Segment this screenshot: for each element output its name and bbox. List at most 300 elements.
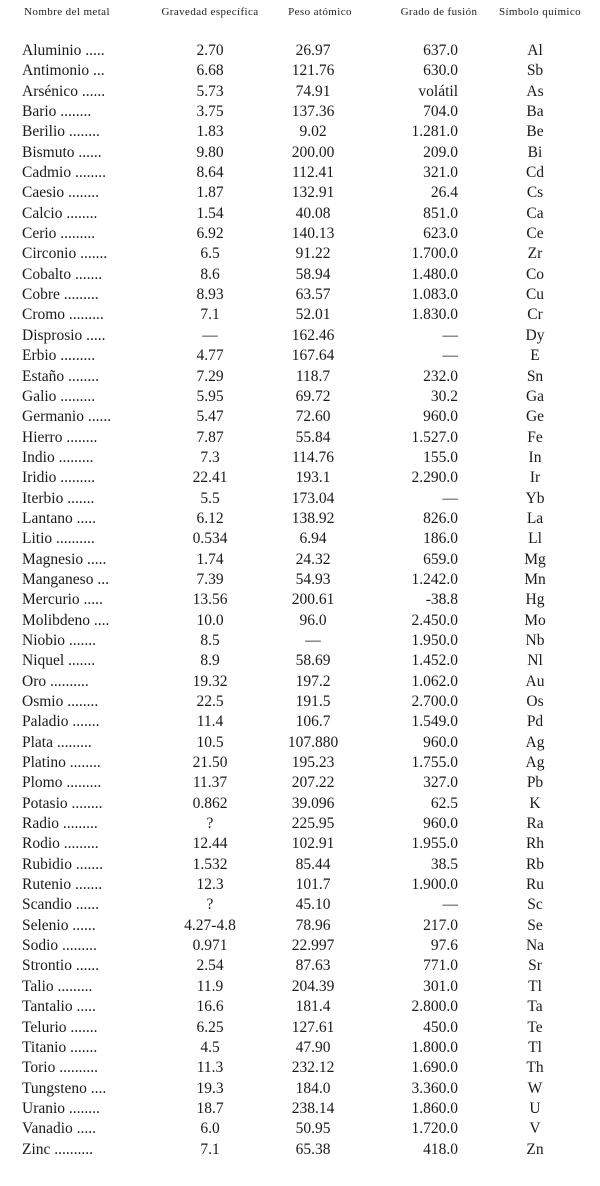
specific-gravity-cell: 5.73 — [196, 82, 224, 100]
specific-gravity-cell: 2.70 — [196, 42, 224, 59]
specific-gravity-cell: 12.3 — [196, 876, 224, 894]
melting-point-cell: 1.242.0 — [411, 570, 458, 588]
melting-point-cell: volátil — [418, 82, 458, 100]
chemical-symbol-cell: Ra — [526, 815, 544, 833]
metal-name-cell: Radio ......... — [22, 815, 98, 833]
atomic-weight-cell: 69.72 — [295, 387, 331, 405]
melting-point-cell: 1.549.0 — [411, 713, 458, 731]
specific-gravity-cell: 7.1 — [200, 1140, 220, 1158]
chemical-symbol-cell: Sn — [526, 367, 544, 385]
specific-gravity-cell: 7.29 — [196, 367, 224, 385]
metal-name-cell: Magnesio ..... — [22, 550, 107, 568]
header-atomic-weight: Peso atómico — [288, 6, 352, 18]
atomic-weight-cell: 22.997 — [291, 937, 335, 955]
atomic-weight-cell: 132.91 — [291, 184, 335, 202]
metal-name-cell: Torio .......... — [22, 1059, 98, 1077]
specific-gravity-cell: 18.7 — [196, 1099, 224, 1117]
chemical-symbol-cell: Cu — [525, 286, 545, 304]
table-row — [0, 102, 600, 122]
metal-name-cell: Cobalto ....... — [22, 265, 103, 283]
melting-point-cell: -38.8 — [425, 591, 458, 609]
specific-gravity-cell: 4.27-4.8 — [184, 916, 236, 934]
metal-name-cell: Talio ......... — [22, 977, 93, 995]
specific-gravity-cell: 0.534 — [192, 530, 228, 548]
atomic-weight-cell: 114.76 — [291, 448, 335, 466]
table-row — [0, 692, 600, 712]
chemical-symbol-cell: Yb — [525, 489, 545, 507]
metal-name-cell: Platino ........ — [22, 754, 101, 772]
metal-name-cell: Plomo ......... — [22, 774, 102, 792]
chemical-symbol-cell: Be — [526, 123, 544, 141]
specific-gravity-cell: 1.83 — [196, 123, 224, 141]
chemical-symbol-cell: Sb — [526, 62, 544, 80]
chemical-symbol-cell: Th — [526, 1059, 544, 1077]
specific-gravity-cell: 8.5 — [200, 631, 220, 649]
specific-gravity-cell: 9.80 — [196, 143, 224, 161]
atomic-weight-cell: 65.38 — [295, 1140, 331, 1158]
chemical-symbol-cell: Nl — [527, 652, 543, 670]
atomic-weight-cell: 193.1 — [295, 469, 331, 487]
table-row — [0, 651, 600, 671]
specific-gravity-cell: 8.9 — [200, 652, 220, 670]
atomic-weight-cell: 137.36 — [291, 103, 335, 121]
metal-name-cell: Rubidio ....... — [22, 855, 103, 873]
table-row — [0, 753, 600, 773]
atomic-weight-cell: 207.22 — [291, 774, 335, 792]
table-row — [0, 956, 600, 976]
metal-name-cell: Iterbio ....... — [22, 489, 95, 507]
table-row — [0, 1140, 600, 1160]
melting-point-cell: 301.0 — [423, 977, 458, 995]
melting-point-cell: 630.0 — [423, 62, 458, 80]
table-row — [0, 285, 600, 305]
chemical-symbol-cell: Tl — [528, 1038, 542, 1056]
chemical-symbol-cell: U — [529, 1099, 541, 1117]
table-row — [0, 1079, 600, 1099]
melting-point-cell: 771.0 — [423, 957, 458, 975]
specific-gravity-cell: 8.64 — [196, 164, 224, 182]
specific-gravity-cell: 19.3 — [196, 1079, 224, 1097]
atomic-weight-cell: 197.2 — [295, 672, 331, 690]
header-chemical-symbol: Símbolo químico — [498, 6, 582, 18]
metal-name-cell: Potasio ........ — [22, 794, 103, 812]
specific-gravity-cell: 6.92 — [196, 225, 224, 243]
specific-gravity-cell: 8.93 — [196, 286, 224, 304]
chemical-symbol-cell: Se — [527, 916, 543, 934]
melting-point-cell: 1.452.0 — [411, 652, 458, 670]
chemical-symbol-cell: W — [527, 1079, 543, 1097]
chemical-symbol-cell: Nb — [525, 631, 545, 649]
atomic-weight-cell: 87.63 — [295, 957, 331, 975]
table-row — [0, 895, 600, 915]
metal-name-cell: Germanio ...... — [22, 408, 112, 426]
melting-point-cell: 1.755.0 — [411, 754, 458, 772]
specific-gravity-cell: 6.0 — [200, 1120, 220, 1138]
metal-name-cell: Cromo ......... — [22, 306, 104, 324]
table-row — [0, 916, 600, 936]
atomic-weight-cell: 91.22 — [295, 245, 331, 263]
table-row — [0, 997, 600, 1017]
specific-gravity-cell: 4.77 — [196, 347, 224, 365]
melting-point-cell: 1.527.0 — [411, 428, 458, 446]
specific-gravity-cell: 2.54 — [196, 957, 224, 975]
specific-gravity-cell: 0.971 — [192, 937, 228, 955]
atomic-weight-cell: 112.41 — [291, 164, 335, 182]
metal-name-cell: Hierro ........ — [22, 428, 98, 446]
specific-gravity-cell: 7.1 — [200, 306, 220, 324]
melting-point-cell: 851.0 — [423, 204, 458, 222]
metal-name-cell: Tungsteno .... — [22, 1079, 107, 1097]
melting-point-cell: 155.0 — [423, 448, 458, 466]
melting-point-cell: 38.5 — [430, 855, 458, 873]
atomic-weight-cell: 106.7 — [295, 713, 331, 731]
melting-point-cell: — — [442, 489, 458, 507]
table-row — [0, 631, 600, 651]
metal-name-cell: Oro .......... — [22, 672, 89, 690]
table-row — [0, 1018, 600, 1038]
table-row — [0, 672, 600, 692]
chemical-symbol-cell: Ge — [525, 408, 545, 426]
table-row — [0, 509, 600, 529]
table-row — [0, 82, 600, 102]
atomic-weight-cell: 121.76 — [291, 62, 335, 80]
metal-name-cell: Mercurio ..... — [22, 591, 103, 609]
melting-point-cell: 623.0 — [423, 225, 458, 243]
metal-name-cell: Antimonio ... — [22, 62, 105, 80]
table-row — [0, 265, 600, 285]
melting-point-cell: 321.0 — [423, 164, 458, 182]
melting-point-cell: 232.0 — [423, 367, 458, 385]
chemical-symbol-cell: Fe — [527, 428, 543, 446]
atomic-weight-cell: 85.44 — [295, 855, 331, 873]
table-row — [0, 936, 600, 956]
chemical-symbol-cell: Rh — [525, 835, 545, 853]
chemical-symbol-cell: E — [530, 347, 540, 365]
melting-point-cell: 1.083.0 — [411, 286, 458, 304]
specific-gravity-cell: 1.54 — [196, 204, 224, 222]
melting-point-cell: 418.0 — [423, 1140, 458, 1158]
atomic-weight-cell: 26.97 — [295, 42, 331, 59]
specific-gravity-cell: 11.9 — [196, 977, 224, 995]
metal-name-cell: Rutenio ....... — [22, 876, 103, 894]
table-row — [0, 794, 600, 814]
atomic-weight-cell: — — [305, 631, 321, 649]
metal-name-cell: Calcio ........ — [22, 204, 98, 222]
atomic-weight-cell: 101.7 — [295, 876, 331, 894]
melting-point-cell: 209.0 — [423, 143, 458, 161]
melting-point-cell: — — [442, 326, 458, 344]
metal-name-cell: Litio .......... — [22, 530, 95, 548]
table-row — [0, 407, 600, 427]
chemical-symbol-cell: Ru — [525, 876, 545, 894]
atomic-weight-cell: 173.04 — [291, 489, 335, 507]
chemical-symbol-cell: Mo — [524, 611, 546, 629]
specific-gravity-cell: 22.41 — [192, 469, 228, 487]
metal-name-cell: Cobre ......... — [22, 286, 99, 304]
specific-gravity-cell: 7.87 — [196, 428, 224, 446]
specific-gravity-cell: ? — [206, 896, 214, 914]
atomic-weight-cell: 58.69 — [295, 652, 331, 670]
table-row — [0, 875, 600, 895]
melting-point-cell: — — [442, 896, 458, 914]
atomic-weight-cell: 167.64 — [291, 347, 335, 365]
atomic-weight-cell: 184.0 — [295, 1079, 331, 1097]
chemical-symbol-cell: Zr — [527, 245, 543, 263]
metal-name-cell: Uranio ........ — [22, 1099, 100, 1117]
chemical-symbol-cell: Mg — [524, 550, 546, 568]
specific-gravity-cell: 6.68 — [196, 62, 224, 80]
specific-gravity-cell: 6.25 — [196, 1018, 224, 1036]
specific-gravity-cell: 6.12 — [196, 509, 224, 527]
atomic-weight-cell: 138.92 — [291, 509, 335, 527]
melting-point-cell: 826.0 — [423, 509, 458, 527]
chemical-symbol-cell: Dy — [525, 326, 545, 344]
chemical-symbol-cell: Ta — [527, 998, 543, 1016]
specific-gravity-cell: 1.87 — [196, 184, 224, 202]
chemical-symbol-cell: Sr — [528, 957, 542, 975]
specific-gravity-cell: 5.5 — [200, 489, 220, 507]
melting-point-cell: 1.700.0 — [411, 245, 458, 263]
table-row — [0, 1058, 600, 1078]
table-row — [0, 367, 600, 387]
table-row — [0, 570, 600, 590]
chemical-symbol-cell: Mn — [524, 570, 546, 588]
melting-point-cell: 1.955.0 — [411, 835, 458, 853]
table-row — [0, 183, 600, 203]
specific-gravity-cell: 22.5 — [196, 693, 224, 710]
specific-gravity-cell: 7.3 — [200, 448, 220, 466]
melting-point-cell: 1.281.0 — [411, 123, 458, 141]
atomic-weight-cell: 162.46 — [291, 326, 335, 344]
melting-point-cell: 1.800.0 — [411, 1038, 458, 1056]
table-row — [0, 387, 600, 407]
atomic-weight-cell: 200.00 — [291, 143, 335, 161]
melting-point-cell: 217.0 — [423, 916, 458, 934]
metal-name-cell: Selenio ...... — [22, 916, 96, 934]
metal-name-cell: Aluminio ..... — [22, 42, 105, 59]
melting-point-cell: 1.900.0 — [411, 876, 458, 894]
specific-gravity-cell: 1.532 — [192, 855, 228, 873]
melting-point-cell: 659.0 — [423, 550, 458, 568]
melting-point-cell: 26.4 — [430, 184, 458, 202]
specific-gravity-cell: ? — [206, 815, 214, 833]
atomic-weight-cell: 102.91 — [291, 835, 335, 853]
chemical-symbol-cell: Pd — [526, 713, 544, 731]
table-row — [0, 489, 600, 509]
chemical-symbol-cell: Cr — [527, 306, 543, 324]
table-row — [0, 611, 600, 631]
melting-point-cell: 2.700.0 — [411, 693, 458, 710]
table-body — [0, 41, 600, 1160]
atomic-weight-cell: 63.57 — [295, 286, 331, 304]
atomic-weight-cell: 118.7 — [295, 367, 331, 385]
metal-name-cell: Sodio ......... — [22, 937, 97, 955]
melting-point-cell: 1.480.0 — [411, 265, 458, 283]
specific-gravity-cell: 12.44 — [192, 835, 228, 853]
chemical-symbol-cell: Ag — [525, 754, 545, 772]
atomic-weight-cell: 191.5 — [295, 693, 331, 710]
header-specific-gravity: Gravedad específica — [161, 6, 259, 18]
melting-point-cell: 2.290.0 — [411, 469, 458, 487]
metal-name-cell: Caesio ........ — [22, 184, 100, 202]
table-row — [0, 1099, 600, 1119]
atomic-weight-cell: 40.08 — [295, 204, 331, 222]
metal-name-cell: Erbio ......... — [22, 347, 96, 365]
atomic-weight-cell: 74.91 — [295, 82, 331, 100]
melting-point-cell: 3.360.0 — [411, 1079, 458, 1097]
chemical-symbol-cell: Tl — [528, 977, 542, 995]
chemical-symbol-cell: Ir — [529, 469, 541, 487]
melting-point-cell: 704.0 — [423, 103, 458, 121]
chemical-symbol-cell: As — [526, 82, 544, 100]
melting-point-cell: 97.6 — [430, 937, 458, 955]
specific-gravity-cell: — — [202, 326, 218, 344]
atomic-weight-cell: 225.95 — [291, 815, 335, 833]
atomic-weight-cell: 140.13 — [291, 225, 335, 243]
atomic-weight-cell: 127.61 — [291, 1018, 335, 1036]
table-row — [0, 244, 600, 264]
table-row — [0, 61, 600, 81]
chemical-symbol-cell: Cd — [525, 164, 545, 182]
chemical-symbol-cell: Bi — [527, 143, 543, 161]
atomic-weight-cell: 200.61 — [291, 591, 335, 609]
chemical-symbol-cell: Ll — [528, 530, 542, 548]
melting-point-cell: 450.0 — [423, 1018, 458, 1036]
chemical-symbol-cell: Hg — [525, 591, 545, 609]
chemical-symbol-cell: Os — [526, 693, 544, 710]
atomic-weight-cell: 238.14 — [291, 1099, 335, 1117]
table-row — [0, 1119, 600, 1139]
chemical-symbol-cell: V — [529, 1120, 541, 1138]
specific-gravity-cell: 10.0 — [196, 611, 224, 629]
atomic-weight-cell: 47.90 — [295, 1038, 331, 1056]
table-row — [0, 143, 600, 163]
atomic-weight-cell: 204.39 — [291, 977, 335, 995]
metal-name-cell: Scandio ...... — [22, 896, 100, 914]
metal-name-cell: Osmio ........ — [22, 693, 99, 710]
melting-point-cell: 960.0 — [423, 815, 458, 833]
specific-gravity-cell: 0.862 — [192, 794, 228, 812]
header-melting-point: Grado de fusión — [400, 6, 478, 18]
melting-point-cell: 30.2 — [430, 387, 458, 405]
melting-point-cell: 2.800.0 — [411, 998, 458, 1016]
metal-name-cell: Niobio ....... — [22, 631, 97, 649]
atomic-weight-cell: 9.02 — [299, 123, 327, 141]
atomic-weight-cell: 96.0 — [299, 611, 327, 629]
specific-gravity-cell: 8.6 — [200, 265, 220, 283]
chemical-symbol-cell: Te — [527, 1018, 543, 1036]
specific-gravity-cell: 1.74 — [196, 550, 224, 568]
metal-name-cell: Cadmio ........ — [22, 164, 106, 182]
chemical-symbol-cell: Ba — [526, 103, 544, 121]
atomic-weight-cell: 50.95 — [295, 1120, 331, 1138]
specific-gravity-cell: 11.4 — [196, 713, 224, 731]
specific-gravity-cell: 21.50 — [192, 754, 228, 772]
table-row — [0, 1038, 600, 1058]
table-row — [0, 529, 600, 549]
chemical-symbol-cell: La — [526, 509, 544, 527]
chemical-symbol-cell: Sc — [527, 896, 543, 914]
chemical-symbol-cell: Na — [525, 937, 545, 955]
table-row — [0, 733, 600, 753]
table-row — [0, 122, 600, 142]
specific-gravity-cell: 4.5 — [200, 1038, 220, 1056]
metal-name-cell: Estaño ........ — [22, 367, 100, 385]
table-row — [0, 204, 600, 224]
table-row — [0, 346, 600, 366]
metal-name-cell: Disprosio ..... — [22, 326, 106, 344]
table-row — [0, 590, 600, 610]
table-row — [0, 814, 600, 834]
metal-name-cell: Paladio ....... — [22, 713, 100, 731]
table-row — [0, 428, 600, 448]
table-header — [0, 6, 600, 40]
atomic-weight-cell: 54.93 — [295, 570, 331, 588]
table-row — [0, 977, 600, 997]
chemical-symbol-cell: Al — [527, 42, 543, 59]
metal-name-cell: Strontio ...... — [22, 957, 100, 975]
metal-name-cell: Galio ......... — [22, 387, 96, 405]
metal-name-cell: Telurio ....... — [22, 1018, 98, 1036]
metal-name-cell: Arsénico ...... — [22, 82, 106, 100]
specific-gravity-cell: 19.32 — [192, 672, 228, 690]
header-metal-name: Nombre del metal — [24, 6, 110, 18]
atomic-weight-cell: 45.10 — [295, 896, 331, 914]
metal-name-cell: Rodio ......... — [22, 835, 99, 853]
metal-name-cell: Circonio ....... — [22, 245, 108, 263]
metal-name-cell: Niquel ....... — [22, 652, 96, 670]
metal-name-cell: Plata ......... — [22, 733, 92, 751]
metal-name-cell: Bario ........ — [22, 103, 92, 121]
table-row — [0, 855, 600, 875]
melting-point-cell: 2.450.0 — [411, 611, 458, 629]
atomic-weight-cell: 39.096 — [291, 794, 335, 812]
metal-name-cell: Manganeso ... — [22, 570, 109, 588]
table-row — [0, 326, 600, 346]
specific-gravity-cell: 5.47 — [196, 408, 224, 426]
melting-point-cell: 186.0 — [423, 530, 458, 548]
metal-name-cell: Lantano ..... — [22, 509, 97, 527]
melting-point-cell: 960.0 — [423, 733, 458, 751]
atomic-weight-cell: 24.32 — [295, 550, 331, 568]
metal-name-cell: Titanio ....... — [22, 1038, 98, 1056]
metal-name-cell: Iridio ......... — [22, 469, 96, 487]
chemical-symbol-cell: In — [528, 448, 542, 466]
metal-name-cell: Molibdeno .... — [22, 611, 110, 629]
metal-name-cell: Berilio ........ — [22, 123, 100, 141]
specific-gravity-cell: 5.95 — [196, 387, 224, 405]
atomic-weight-cell: 78.96 — [295, 916, 331, 934]
melting-point-cell: 1.720.0 — [411, 1120, 458, 1138]
specific-gravity-cell: 11.37 — [192, 774, 228, 792]
specific-gravity-cell: 11.3 — [196, 1059, 224, 1077]
chemical-symbol-cell: Cs — [526, 184, 544, 202]
atomic-weight-cell: 55.84 — [295, 428, 331, 446]
atomic-weight-cell: 181.4 — [295, 998, 331, 1016]
chemical-symbol-cell: Rb — [525, 855, 545, 873]
specific-gravity-cell: 16.6 — [196, 998, 224, 1016]
atomic-weight-cell: 195.23 — [291, 754, 335, 772]
melting-point-cell: 1.690.0 — [411, 1059, 458, 1077]
melting-point-cell: 960.0 — [423, 408, 458, 426]
table-row — [0, 224, 600, 244]
atomic-weight-cell: 58.94 — [295, 265, 331, 283]
melting-point-cell: 327.0 — [423, 774, 458, 792]
chemical-symbol-cell: Ag — [525, 733, 545, 751]
melting-point-cell: 1.062.0 — [411, 672, 458, 690]
table-row — [0, 712, 600, 732]
atomic-weight-cell: 6.94 — [299, 530, 327, 548]
